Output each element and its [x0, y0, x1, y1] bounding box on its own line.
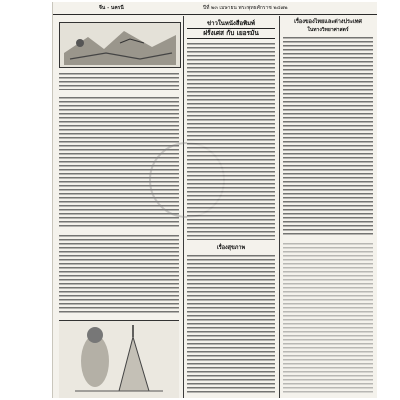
- figures-illustration-icon: [59, 321, 179, 398]
- landscape-illustration-icon: [60, 23, 180, 67]
- middle-article-text: [187, 42, 275, 240]
- middle-section-text: [187, 254, 275, 394]
- middle-heading: ข่าวในหนังสือพิมพ์: [207, 20, 255, 27]
- right-heading: เรื่องของไทยและต่างประเทศ: [294, 19, 362, 25]
- masthead-right: ปีที่ ๒๓ เมษายน พระพุทธศักราช ๒๔๗๒: [203, 5, 288, 11]
- right-subheading: ในทางวิทยาศาสตร์: [307, 27, 349, 33]
- right-article-text-faded: [283, 242, 373, 394]
- masthead: [53, 2, 377, 15]
- middle-subheading: ฝรั่งเศส กับ เยอรมัน: [187, 28, 275, 39]
- top-illustration: [59, 22, 181, 68]
- left-article-text-continued: [59, 234, 179, 314]
- newspaper-page: [52, 2, 377, 398]
- column-rule-right: [279, 16, 280, 398]
- caption-text: [59, 72, 179, 90]
- masthead-left: จีน - นครนี: [99, 5, 124, 11]
- right-article-text: [283, 36, 373, 236]
- bottom-illustration: [59, 320, 179, 398]
- middle-section-heading: เรื่องสุขภาพ: [216, 245, 246, 251]
